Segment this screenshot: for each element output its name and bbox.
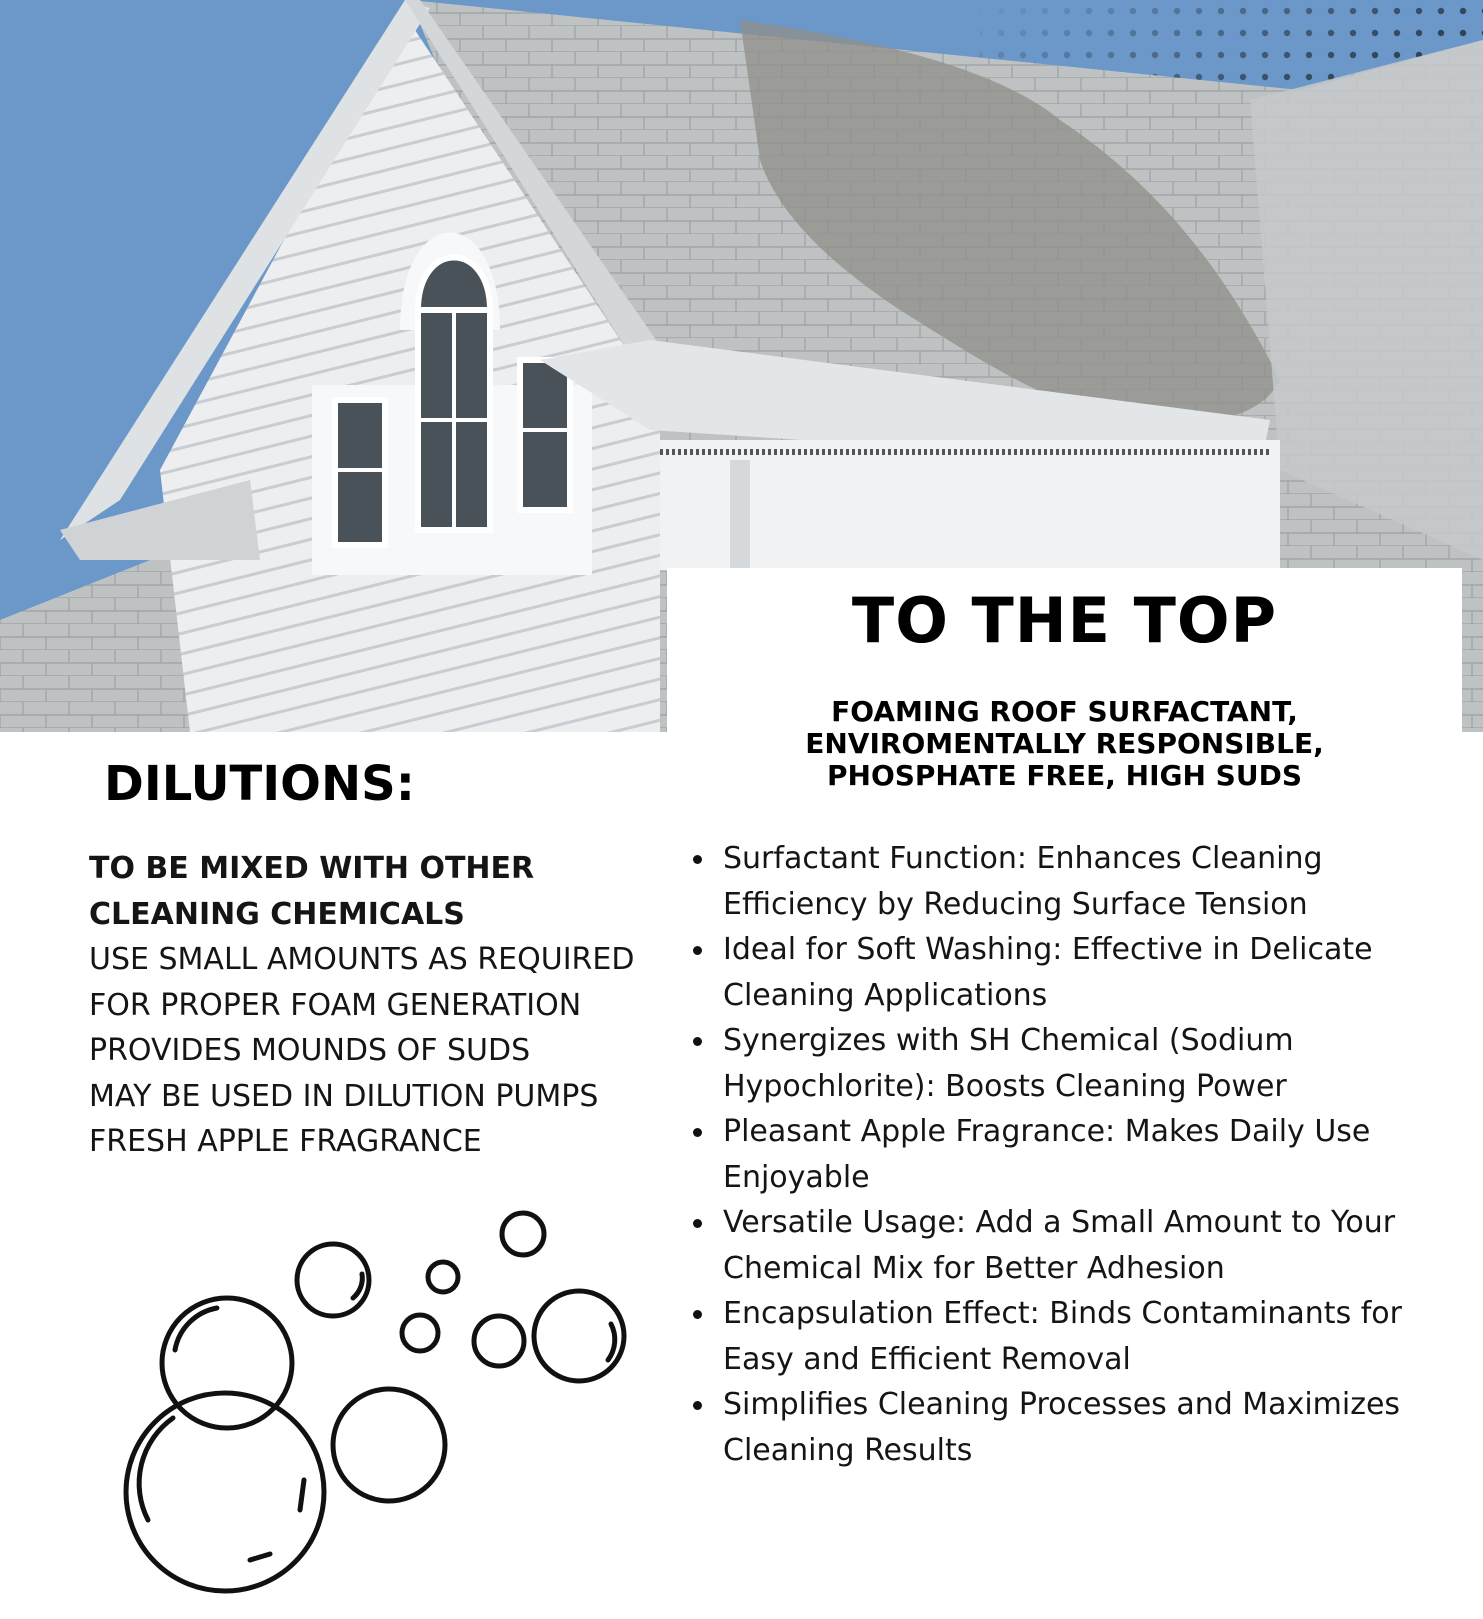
feature-item: Pleasant Apple Fragrance: Makes Daily Use Enjoyable: [723, 1109, 1473, 1200]
product-info-panel: [667, 568, 1462, 1619]
feature-item: Synergizes with SH Chemical (Sodium Hypochlorite): Boosts Cleaning Power: [723, 1018, 1473, 1109]
feature-item: Simplifies Cleaning Processes and Maximizes Cleaning Results: [723, 1382, 1473, 1473]
dilutions-line: FRESH APPLE FRAGRANCE: [89, 1124, 482, 1159]
product-title: TO THE TOP: [851, 584, 1278, 657]
product-subtitle: FOAMING ROOF SURFACTANT, ENVIROMENTALLY RESPONSIBLE, PHOSPHATE FREE, HIGH SUDS: [805, 695, 1324, 792]
dilutions-line: MAY BE USED IN DILUTION PUMPS: [89, 1078, 599, 1114]
feature-list: [687, 836, 1473, 1473]
bubbles-icon: [100, 1190, 660, 1610]
dilutions-highlight: TO BE MIXED WITH OTHER CLEANING CHEMICALS: [89, 851, 535, 932]
feature-item: Ideal for Soft Washing: Effective in Delicate Cleaning Applications: [723, 927, 1473, 1018]
feature-item: Versatile Usage: Add a Small Amount to Your Chemical Mix for Better Adhesion: [723, 1200, 1473, 1291]
feature-item: Surfactant Function: Enhances Cleaning Efficiency by Reducing Surface Tension: [723, 836, 1473, 927]
dilutions-line: PROVIDES MOUNDS OF SUDS: [89, 1033, 531, 1068]
dilutions-instructions: [89, 846, 679, 1165]
dilutions-line: USE SMALL AMOUNTS AS REQUIRED FOR PROPER FOAM GENERATION: [89, 942, 635, 1023]
dilutions-title: DILUTIONS:: [104, 756, 415, 812]
feature-item: Encapsulation Effect: Binds Contaminants for Easy and Efficient Removal: [723, 1291, 1473, 1382]
